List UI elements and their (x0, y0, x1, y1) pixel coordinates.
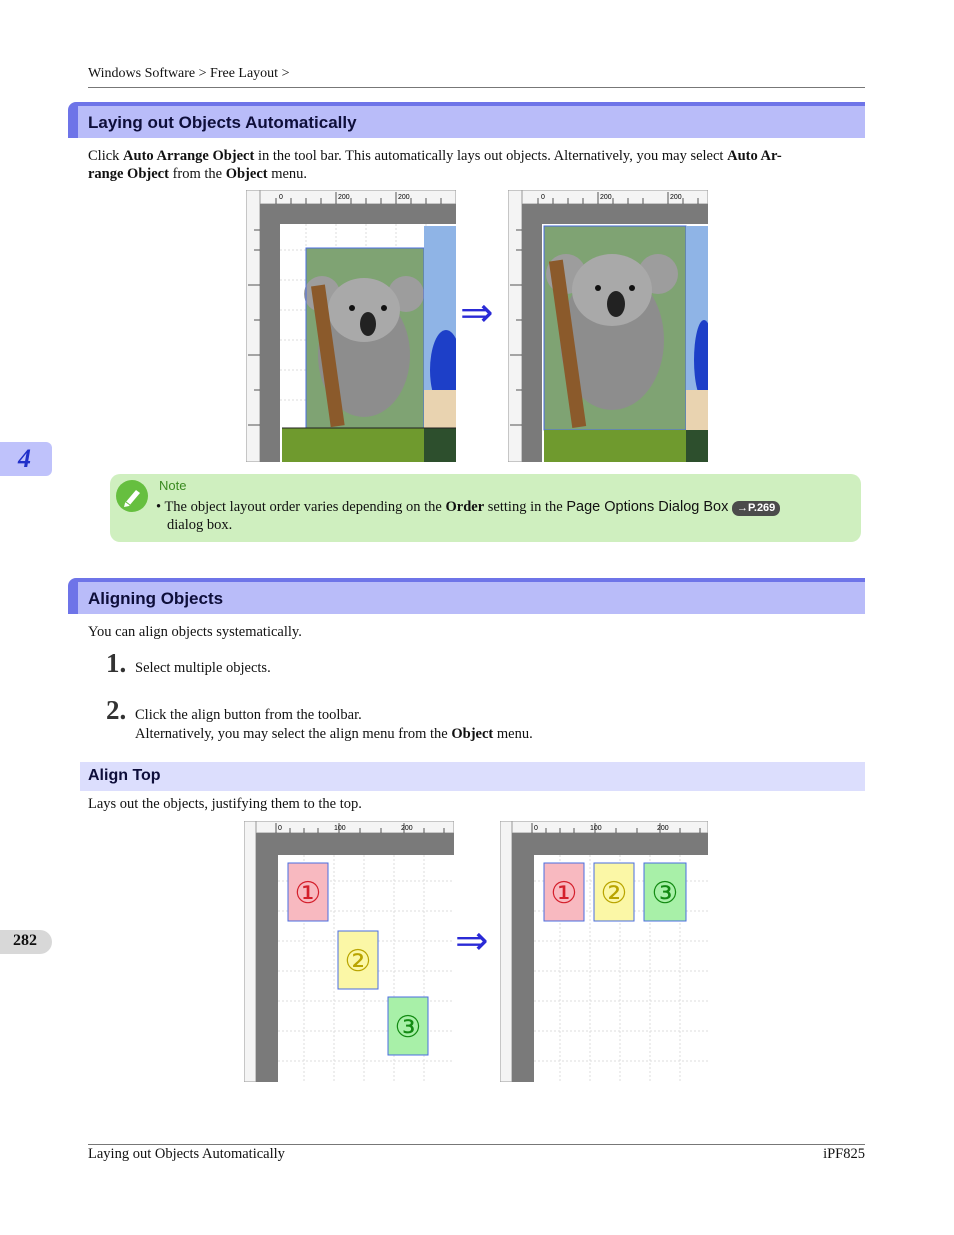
align-top-before-figure (244, 821, 454, 1082)
ruler-label: 0 (279, 194, 283, 201)
object-1-label: ① (294, 876, 322, 911)
align-top-after-figure (500, 821, 708, 1082)
page-options-link[interactable]: Page Options Dialog Box (566, 499, 729, 515)
text-bold: Order (445, 499, 485, 515)
text: menu. (493, 726, 533, 742)
text-bold: Auto Arrange Object (123, 148, 255, 164)
section2-intro: You can align objects systematically. (88, 624, 302, 640)
chapter-tab (0, 442, 52, 476)
auto-arrange-before-figure (246, 190, 456, 462)
ruler-label: 200 (600, 194, 612, 201)
arrow-icon: ⇒ (460, 290, 494, 336)
ruler-label: 0 (541, 194, 545, 201)
ruler-label: 100 (334, 825, 346, 832)
step-number: 1. (106, 648, 127, 678)
ruler-label: 200 (338, 194, 350, 201)
ruler-label: 200 (398, 194, 410, 201)
text: Alternatively, you may select the align menu from the (135, 726, 452, 742)
step-alt-text (135, 725, 533, 743)
text: The object layout order varies depending on the (164, 499, 446, 515)
object-3-label: ③ (394, 1010, 422, 1045)
subsection-title: Align Top (88, 767, 161, 784)
page-reference-link[interactable]: →P.269 (732, 501, 780, 516)
text: Click (88, 148, 124, 164)
section-heading (68, 102, 865, 138)
text-bold: Auto Ar- (727, 148, 782, 164)
step-text: Click the align button from the toolbar. (135, 707, 362, 723)
breadcrumb: Windows Software > Free Layout > (88, 66, 290, 81)
ruler-label: 200 (657, 825, 669, 832)
section-heading (68, 578, 865, 614)
text: in the tool bar. This automatically lays out objects. Alternatively, you may select (254, 148, 728, 164)
arrow-icon: ⇒ (455, 918, 489, 964)
footer-rule (88, 1144, 865, 1145)
object-3-label: ③ (651, 876, 679, 911)
auto-arrange-after-figure (508, 190, 708, 462)
object-2-label: ② (344, 944, 372, 979)
text: setting in the (484, 499, 567, 515)
step-text: Select multiple objects. (135, 660, 271, 676)
bullet: • (156, 499, 162, 515)
note-label: Note (159, 478, 187, 493)
ruler-label: 0 (278, 825, 282, 832)
page-number-tab (0, 930, 52, 954)
text-bold: Object (225, 166, 268, 182)
text: from the (168, 166, 226, 182)
ruler-label: 200 (670, 194, 682, 201)
subsection-heading (80, 762, 865, 791)
step-number: 2. (106, 695, 127, 725)
section1-paragraph (88, 147, 848, 183)
header-rule (88, 87, 865, 88)
object-1-label: ① (550, 876, 578, 911)
text-bold: range Object (88, 166, 169, 182)
section-title: Aligning Objects (88, 589, 224, 608)
text: menu. (267, 166, 308, 182)
pencil-note-icon (116, 480, 148, 512)
text-bold: Object (451, 726, 494, 742)
subsection-desc: Lays out the objects, justifying them to the top. (88, 796, 362, 812)
object-2-label: ② (600, 876, 628, 911)
ruler-label: 200 (401, 825, 413, 832)
note-box (110, 474, 861, 542)
ruler-label: 100 (590, 825, 602, 832)
page-number: 282 (13, 932, 37, 949)
section-title: Laying out Objects Automatically (88, 113, 357, 132)
ruler-label: 0 (534, 825, 538, 832)
footer-title: Laying out Objects Automatically (88, 1146, 285, 1162)
note-text (156, 498, 856, 534)
text: dialog box. (167, 517, 233, 533)
chapter-number: 4 (18, 444, 31, 473)
footer-model: iPF825 (823, 1146, 865, 1162)
